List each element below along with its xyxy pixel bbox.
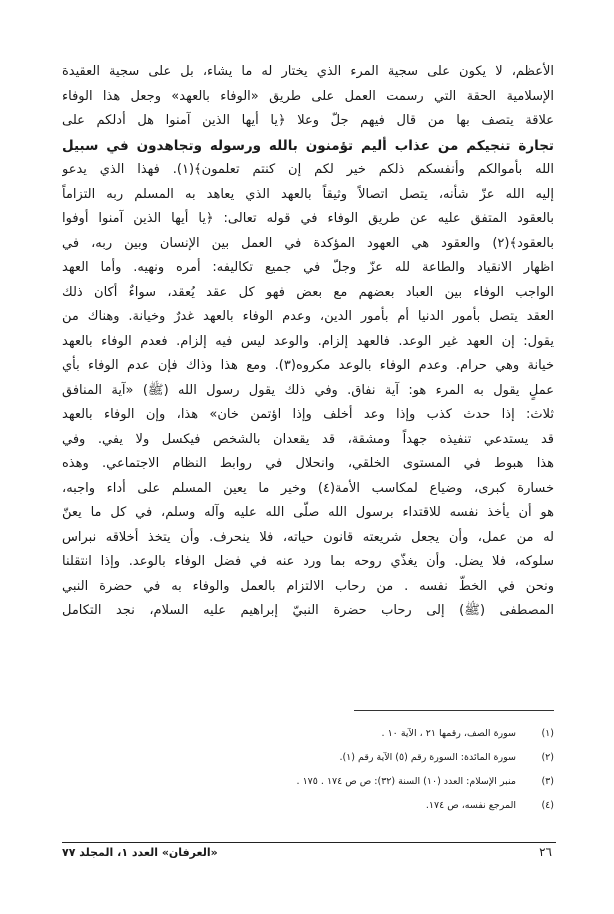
body-text [62, 60, 554, 624]
body-line: علاقة يتصف بها من قال فيهم جلّ وعلا ﴿يا أيها الذين آمنوا هل أدلكم على [62, 113, 554, 128]
body-line: الواجب الوفاء بين العباد بعضهم مع بعض فهو كل عقد يُعقد، سواءٌ أكان ذلك [62, 284, 554, 300]
body-line: العقد يتصل بأمور الدنيا أم بأمور الدين، وعدم الوفاء بالعهد غدرٌ وخيانة. وهناك من [62, 309, 554, 324]
footnote [114, 794, 554, 818]
page-number: ٢٦ [539, 845, 552, 859]
body-line: ثلاث: إذا حدث كذب وإذا وعد أخلف وإذا اؤتمن خان» هذا، وإن الوفاء بالعهد [62, 407, 554, 422]
body-line: الإسلامية الحقة التي رسمت العمل على طريق «الوفاء بالعهد» وجعل هذا الوفاء [62, 88, 554, 104]
footnotes [114, 722, 554, 818]
body-line: عملٍ يقول به المرء هو: آية نفاق. وفي ذلك يقول رسول الله (ﷺ) «آية المنافق [62, 382, 554, 398]
footnote-text: منبر الإسلام: العدد (١٠) السنة (٣٢): ص ص ١٧٤ . ١٧٥ . [296, 776, 516, 787]
body-line: خسارة كبرى، وضياع لمكاسب الأمة(٤) وخير ما يعين المسلم على أداء واجبه، [62, 480, 554, 496]
footnote [114, 746, 554, 770]
footnote-number: (٤) [541, 800, 554, 811]
footnote-text: سورة الصف، رقمها ٢١ ، الآية ١٠ . [381, 728, 516, 739]
body-line: بالعقود المتفق عليه عن طريق الوفاء في قوله تعالى: ﴿يا أيها الذين آمنوا أوفوا [62, 211, 554, 226]
footnote-separator [354, 710, 554, 711]
running-header: «العرفان» العدد ١، المجلد ٧٧ [62, 846, 218, 859]
body-line: تجارة تنجيكم من عذاب أليم تؤمنون بالله ورسوله وتجاهدون في سبيل [62, 137, 554, 154]
body-line: سلوكه، فلا يضل. وأن يغذّي روحه بما ورد عنه في فضل الوفاء بالوعد. وإذا انتقلنا [62, 554, 554, 569]
body-line: بالعقود﴾(٢) والعقود هي العهود المؤكدة في العمل بين الإنسان وبين ربه، في [62, 235, 554, 251]
footnote [114, 770, 554, 794]
body-line: اظهار الانقياد والطاعة لله عزّ وجلّ في جميع تكاليفه: أمره ونهيه. وأما العهد [62, 260, 554, 275]
body-line: خيانة وهي حرام. وعدم الوفاء بالوعد مكروه(٣). ومع هذا وذاك فإن عدم الوفاء بأي [62, 358, 554, 373]
body-line: المصطفى (ﷺ) إلى رحاب حضرة النبيّ إبراهيم عليه السلام، نجد التكامل [62, 603, 554, 618]
body-line: قد يستدعي تنفيذه جهداً ومشقة، قد يقعدان بالشخص فيكسل ولا يفي. وفي [62, 431, 554, 447]
body-line: الأعظم، لا يكون على سجية المرء الذي يختار له ما يشاء، بل على سجية العقيدة [62, 64, 554, 79]
footnote-number: (٢) [541, 752, 554, 763]
body-line: ونحن في الخطّ نفسه . من رحاب الالتزام بالعمل والوفاء به في حضرة النبي [62, 578, 554, 594]
body-line: له من عمل، وأن يجعل شريعته قانون حياته، فلا ينحرف. وأن يتخذ أخلاقه نبراس [62, 529, 554, 545]
footnote-text: المرجع نفسه، ص ١٧٤. [425, 800, 516, 811]
body-line: الله بأموالكم وأنفسكم ذلكم خير لكم إن كنتم تعلمون﴾(١). فهذا الذي يدعو [62, 162, 554, 177]
footnote-text: سورة المائدة: السورة رقم (٥) الآية رقم (١). [339, 752, 516, 763]
footnote-number: (٣) [541, 776, 554, 787]
body-line: يقول: إن العهد غير الوعد. فالعهد إلزام. والوعد ليس فيه إلزام. فعدم الوفاء بالعهد [62, 333, 554, 349]
footnote [114, 722, 554, 746]
footer-rule [62, 842, 556, 843]
body-line: هو أن يأخذ نفسه للاقتداء برسول الله صلّى الله عليه وآله وسلم، في كل ما يعنّ [62, 505, 554, 520]
footnote-number: (١) [541, 728, 554, 739]
body-line: إليه الله عزّ شأنه، يتصل اتصالاً وثيقاً بالعهد الذي يعاهد به المسلم ربه التزاماً [62, 186, 554, 202]
body-line: هذا هبوط في المستوى الخلقي، وانحلال في روابط النظام الاجتماعي. وهذه [62, 456, 554, 471]
